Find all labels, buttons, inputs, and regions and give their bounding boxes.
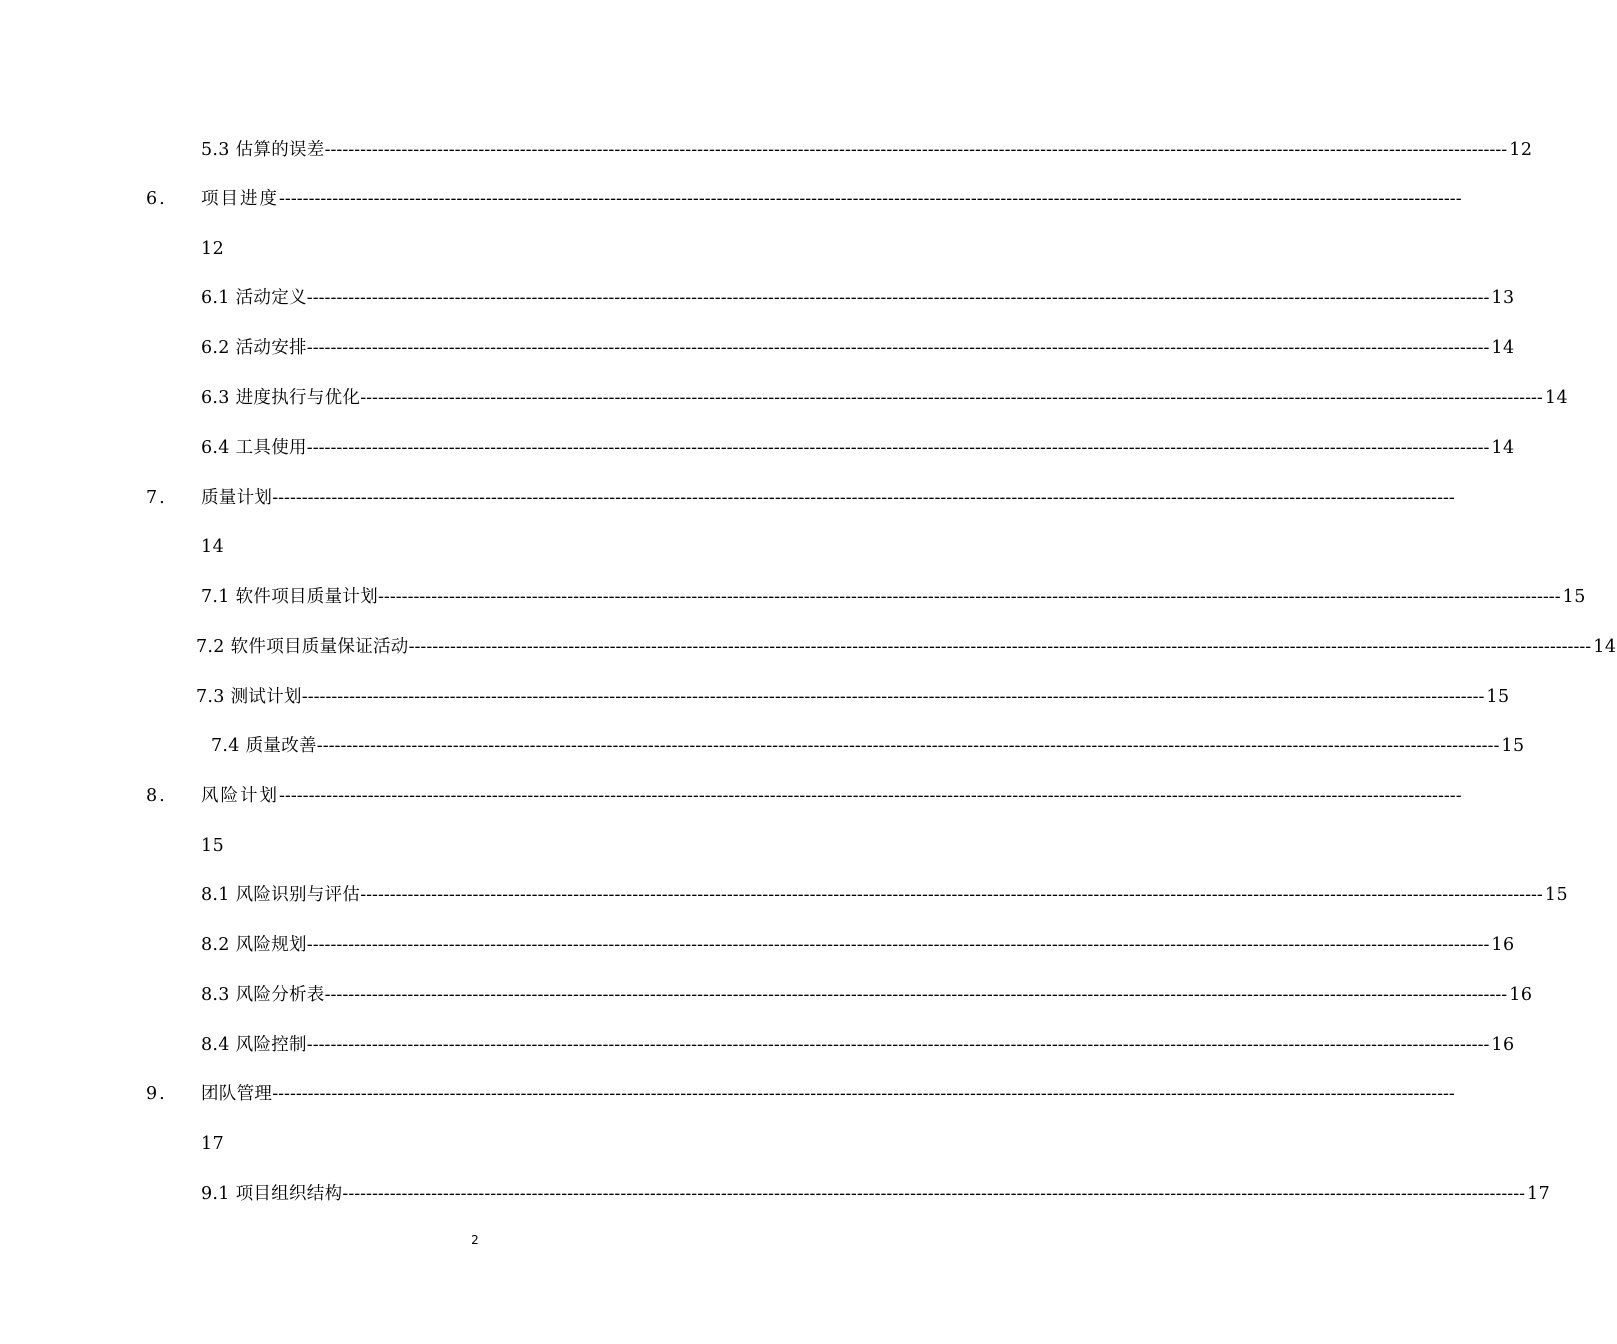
toc-entry-6-4[interactable] — [201, 435, 1515, 461]
toc-entry-page: 12 — [1509, 140, 1533, 160]
dot-leader: -------------------------------------------------------------------------------------------------------------------------------------------------------------------------------------------------------- — [279, 786, 1462, 806]
toc-entry-page: 15 — [1544, 885, 1569, 905]
dot-leader: -------------------------------------------------------------------------------------------------------------------------------------------------------------------------------------------------------- — [279, 189, 1462, 209]
toc-entry-page: 13 — [1491, 288, 1515, 308]
dot-leader: -------------------------------------------------------------------------------------------------------------------------------------------------------------------------------------------------------- — [306, 438, 1490, 458]
toc-section-number: 8. — [146, 786, 167, 806]
toc-entry-page: 14 — [1544, 388, 1569, 408]
toc-entry-page: 15 — [1486, 687, 1510, 707]
toc-section-page: 14 — [201, 537, 225, 557]
page-number: 2 — [471, 1233, 479, 1247]
toc-entry-label: 7.4 质量改善 — [211, 736, 317, 756]
toc-entry-label: 6.4 工具使用 — [201, 438, 307, 458]
toc-entry-label: 8.3 风险分析表 — [201, 985, 325, 1005]
toc-entry-7-4[interactable] — [211, 733, 1525, 759]
toc-entry-page: 14 — [1491, 438, 1515, 458]
toc-section-number: 7. — [146, 488, 167, 508]
toc-section-label: 质量计划 — [201, 488, 273, 508]
toc-entry-page: 14 — [1491, 338, 1515, 358]
dot-leader: -------------------------------------------------------------------------------------------------------------------------------------------------------------------------------------------------------- — [342, 1184, 1526, 1204]
dot-leader: -------------------------------------------------------------------------------------------------------------------------------------------------------------------------------------------------------- — [306, 338, 1490, 358]
toc-entry-label: 7.3 测试计划 — [196, 687, 302, 707]
toc-entry-8-1[interactable] — [201, 882, 1569, 908]
toc-entry-page: 15 — [1562, 587, 1586, 607]
dot-leader: -------------------------------------------------------------------------------------------------------------------------------------------------------------------------------------------------------- — [306, 935, 1490, 955]
toc-entry-page: 14 — [1593, 637, 1617, 657]
toc-section-number: 6. — [146, 189, 167, 209]
toc-entry-6-3[interactable] — [201, 385, 1569, 411]
toc-entry-8-3[interactable] — [201, 982, 1533, 1008]
toc-entry-label: 9.1 项目组织结构 — [201, 1184, 343, 1204]
toc-entry-label: 8.2 风险规划 — [201, 935, 307, 955]
dot-leader: -------------------------------------------------------------------------------------------------------------------------------------------------------------------------------------------------------- — [301, 687, 1485, 707]
toc-entry-label: 6.2 活动安排 — [201, 338, 307, 358]
toc-section-label: 项目进度 — [201, 189, 279, 209]
toc-section-9[interactable] — [201, 1081, 1455, 1107]
toc-entry-page: 16 — [1509, 985, 1533, 1005]
toc-section-page: 17 — [201, 1134, 225, 1154]
toc-entry-label: 8.1 风险识别与评估 — [201, 885, 361, 905]
dot-leader: -------------------------------------------------------------------------------------------------------------------------------------------------------------------------------------------------------- — [316, 736, 1500, 756]
dot-leader: -------------------------------------------------------------------------------------------------------------------------------------------------------------------------------------------------------- — [360, 388, 1543, 408]
dot-leader: -------------------------------------------------------------------------------------------------------------------------------------------------------------------------------------------------------- — [324, 140, 1508, 160]
dot-leader: -------------------------------------------------------------------------------------------------------------------------------------------------------------------------------------------------------- — [272, 1084, 1455, 1104]
toc-entry-label: 7.1 软件项目质量计划 — [201, 587, 378, 607]
toc-entry-page: 16 — [1491, 1035, 1515, 1055]
dot-leader: -------------------------------------------------------------------------------------------------------------------------------------------------------------------------------------------------------- — [378, 587, 1561, 607]
toc-entry-6-2[interactable] — [201, 335, 1515, 361]
toc-entry-7-3[interactable] — [196, 684, 1510, 710]
toc-entry-page: 15 — [1501, 736, 1525, 756]
toc-section-page: 15 — [201, 836, 225, 856]
toc-entry-label: 6.3 进度执行与优化 — [201, 388, 361, 408]
toc-entry-label: 8.4 风险控制 — [201, 1035, 307, 1055]
dot-leader: -------------------------------------------------------------------------------------------------------------------------------------------------------------------------------------------------------- — [306, 1035, 1490, 1055]
toc-entry-page: 16 — [1491, 935, 1515, 955]
toc-section-label: 风险计划 — [201, 786, 279, 806]
toc-entry-label: 5.3 估算的误差 — [201, 140, 325, 160]
toc-entry-label: 7.2 软件项目质量保证活动 — [196, 637, 409, 657]
dot-leader: -------------------------------------------------------------------------------------------------------------------------------------------------------------------------------------------------------- — [306, 288, 1490, 308]
toc-section-number: 9. — [146, 1084, 167, 1104]
toc-entry-7-1[interactable] — [201, 584, 1586, 610]
toc-entry-8-4[interactable] — [201, 1032, 1515, 1058]
toc-entry-label: 6.1 活动定义 — [201, 288, 307, 308]
toc-entry-8-2[interactable] — [201, 932, 1515, 958]
dot-leader: -------------------------------------------------------------------------------------------------------------------------------------------------------------------------------------------------------- — [360, 885, 1543, 905]
toc-entry-5-3[interactable] — [201, 137, 1533, 163]
toc-entry-6-1[interactable] — [201, 285, 1515, 311]
toc-entry-9-1[interactable] — [201, 1181, 1551, 1207]
toc-section-7[interactable] — [201, 485, 1455, 511]
toc-section-6[interactable] — [201, 186, 1462, 212]
toc-entry-page: 17 — [1527, 1184, 1551, 1204]
dot-leader: -------------------------------------------------------------------------------------------------------------------------------------------------------------------------------------------------------- — [324, 985, 1508, 1005]
toc-section-page: 12 — [201, 239, 225, 259]
toc-section-8[interactable] — [201, 783, 1462, 809]
dot-leader: -------------------------------------------------------------------------------------------------------------------------------------------------------------------------------------------------------- — [272, 488, 1455, 508]
toc-section-label: 团队管理 — [201, 1084, 273, 1104]
dot-leader: -------------------------------------------------------------------------------------------------------------------------------------------------------------------------------------------------------- — [408, 637, 1592, 657]
toc-entry-7-2[interactable] — [196, 634, 1617, 660]
